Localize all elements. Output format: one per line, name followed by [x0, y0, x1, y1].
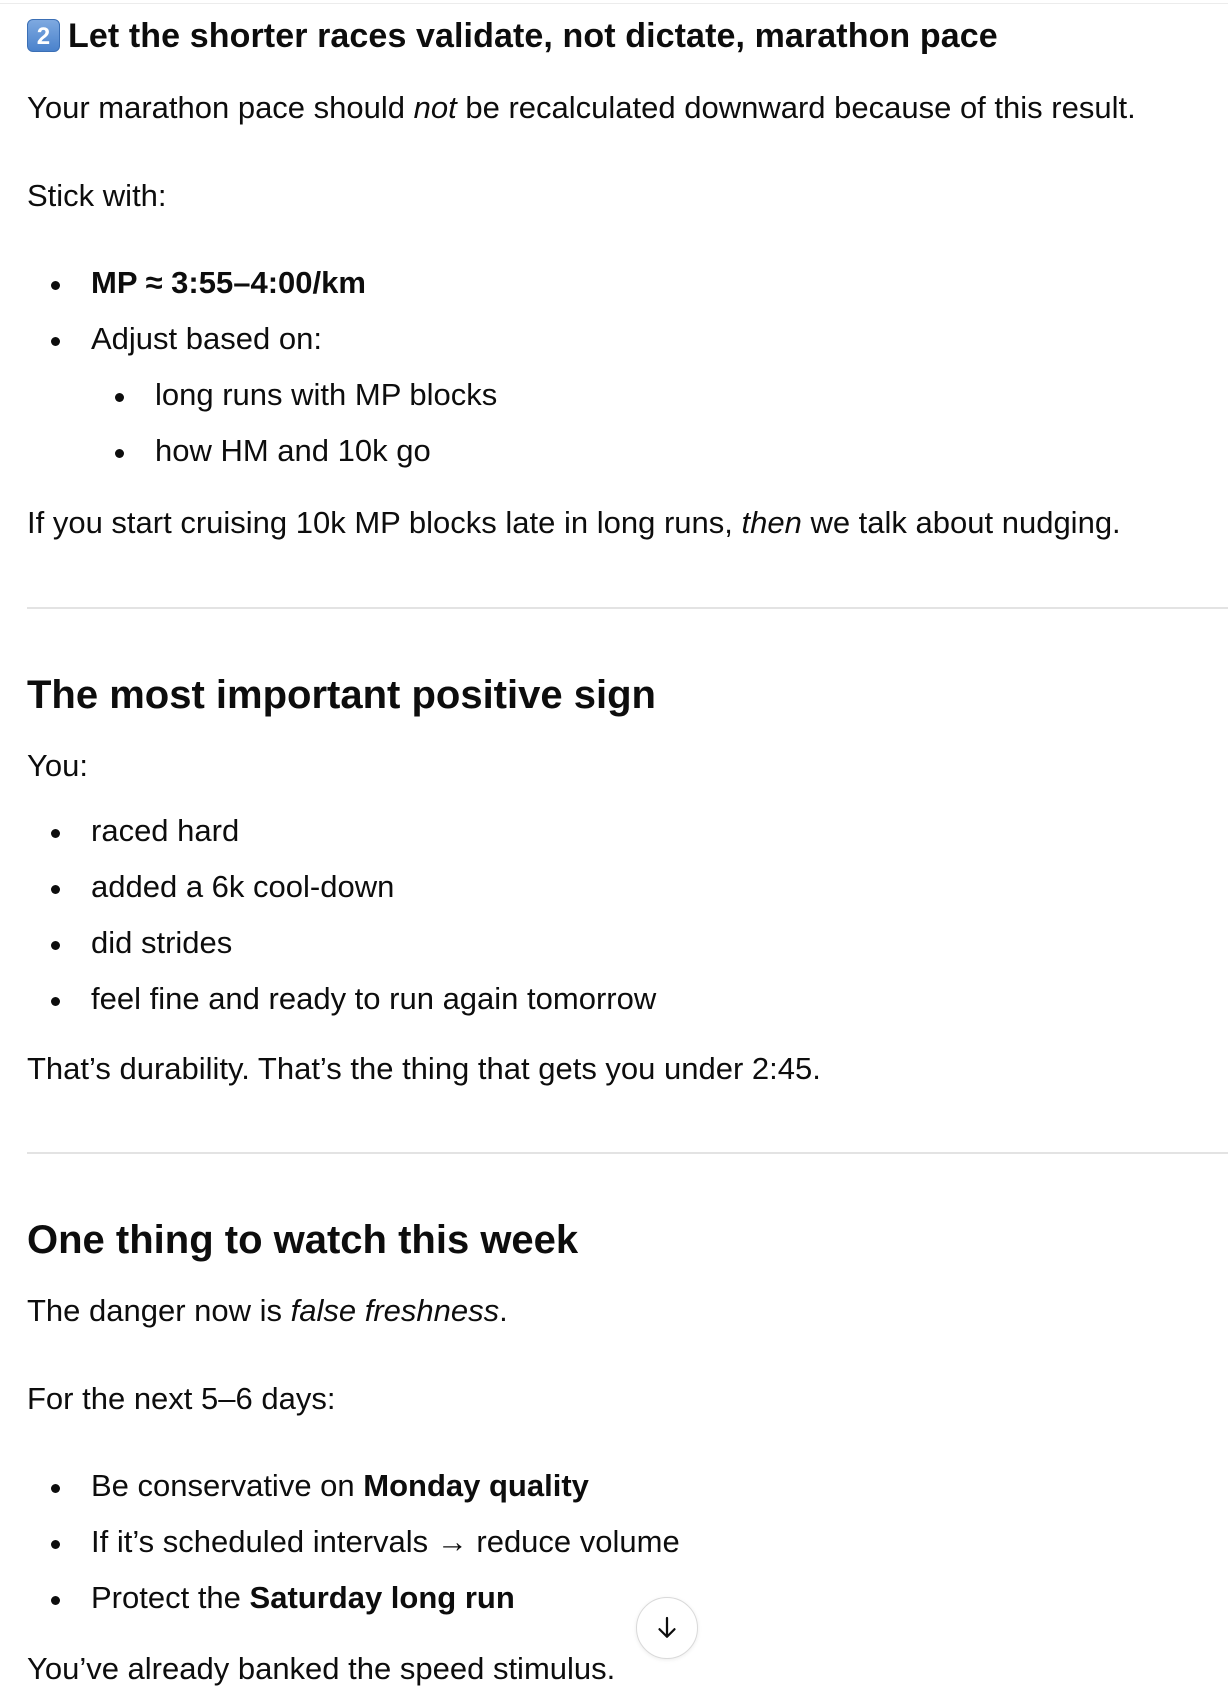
section-divider — [27, 1152, 1228, 1154]
list-item: raced hard — [91, 813, 240, 848]
sub-list-item: long runs with MP blocks — [155, 377, 498, 412]
emphasis-then: then — [741, 505, 802, 540]
text-fragment: be recalculated downward because of this result. — [456, 90, 1136, 125]
list-item — [91, 1579, 515, 1617]
nudging-paragraph — [27, 504, 1121, 542]
text-fragment: we talk about nudging. — [801, 505, 1121, 540]
scroll-to-bottom-button[interactable] — [636, 1597, 698, 1659]
bullet-icon — [51, 281, 60, 290]
list-item-mp: MP ≈ 3:55–4:00/km — [91, 265, 366, 300]
list-item-adjust: Adjust based on: — [91, 321, 322, 356]
marathon-pace-paragraph — [27, 89, 1136, 127]
emphasis-not: not — [413, 90, 457, 125]
bullet-icon — [115, 449, 124, 458]
text-fragment: Be conservative on — [91, 1468, 364, 1503]
bullet-icon — [51, 1484, 60, 1493]
stick-with-label: Stick with: — [27, 178, 167, 213]
bullet-icon — [51, 337, 60, 346]
closing-paragraph: You’ve already banked the speed stimulus. — [27, 1651, 616, 1686]
bullet-icon — [51, 941, 60, 950]
bullet-icon — [51, 829, 60, 838]
list-item: added a 6k cool-down — [91, 869, 395, 904]
number-2-badge-icon: 2 — [27, 19, 60, 52]
arrow-down-icon — [652, 1613, 682, 1643]
emphasis-false-freshness: false freshness — [290, 1293, 500, 1328]
text-fragment: . — [499, 1293, 508, 1328]
list-item — [91, 1467, 589, 1505]
bold-saturday-long-run: Saturday long run — [249, 1580, 515, 1615]
bullet-icon — [115, 393, 124, 402]
list-item: feel fine and ready to run again tomorrow — [91, 981, 657, 1016]
durability-paragraph: That’s durability. That’s the thing that gets you under 2:45. — [27, 1051, 821, 1086]
text-fragment: The danger now is — [27, 1293, 291, 1328]
danger-paragraph — [27, 1292, 508, 1330]
sub-list-item: how HM and 10k go — [155, 433, 431, 468]
bullet-icon — [51, 1596, 60, 1605]
section-heading-2 — [27, 16, 998, 56]
bullet-icon — [51, 997, 60, 1006]
bullet-icon — [51, 885, 60, 894]
list-item: did strides — [91, 925, 233, 960]
bold-monday-quality: Monday quality — [363, 1468, 589, 1503]
section-divider — [27, 607, 1228, 609]
you-label: You: — [27, 748, 88, 783]
text-fragment: If you start cruising 10k MP blocks late in long runs, — [27, 505, 742, 540]
list-item: If it’s scheduled intervals → reduce volume — [91, 1524, 680, 1559]
section-heading-2-text: Let the shorter races validate, not dictate, marathon pace — [68, 17, 998, 55]
bullet-icon — [51, 1540, 60, 1549]
text-fragment: Your marathon pace should — [27, 90, 414, 125]
watch-heading: One thing to watch this week — [27, 1218, 579, 1262]
positive-sign-heading: The most important positive sign — [27, 673, 656, 717]
text-fragment: Protect the — [91, 1580, 250, 1615]
next-days-label: For the next 5–6 days: — [27, 1381, 336, 1416]
